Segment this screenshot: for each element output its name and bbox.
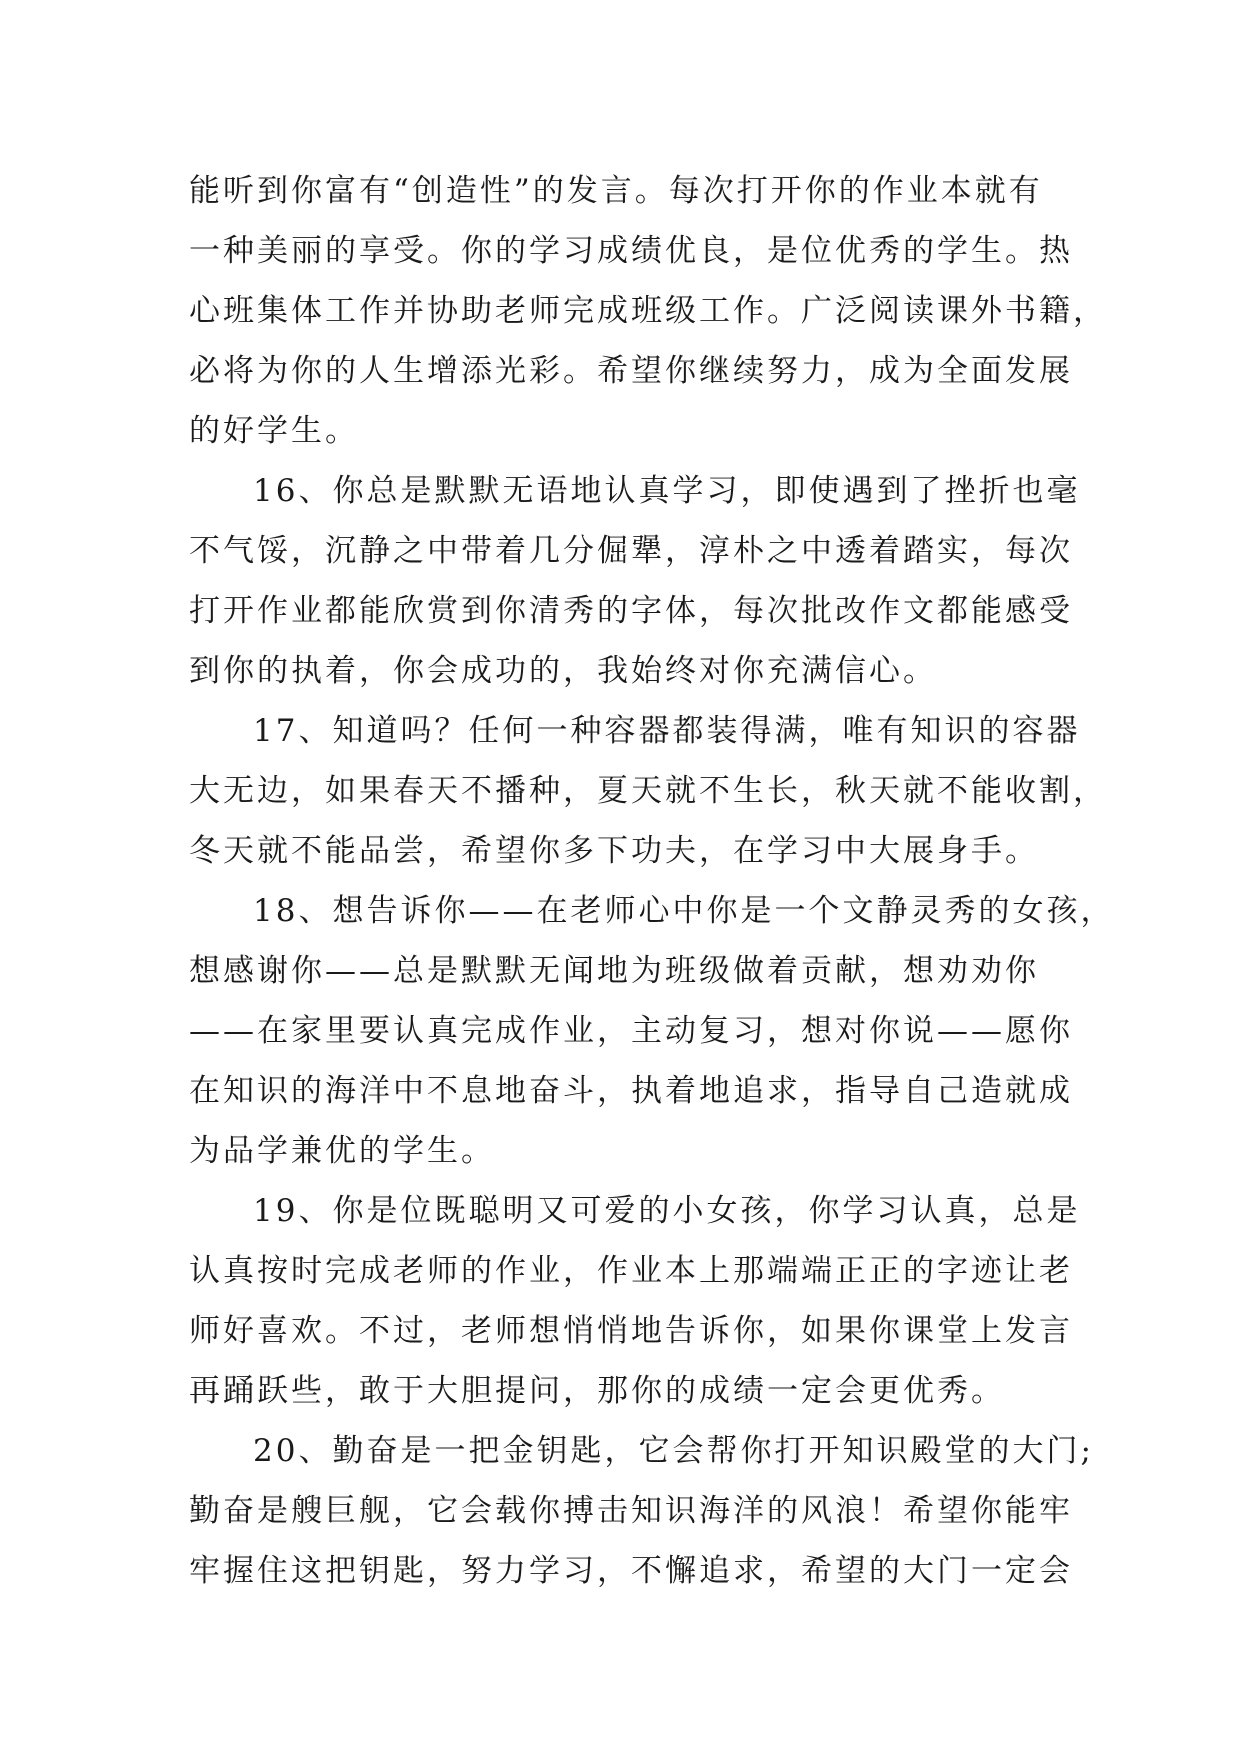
text-line: 到你的执着，你会成功的，我始终对你充满信心。 [189,653,937,689]
text-line: 20、勤奋是一把金钥匙，它会帮你打开知识殿堂的大门; [253,1433,1094,1469]
text-line: 大无边，如果春天不播种，夏天就不生长，秋天就不能收割， [189,773,1107,809]
text-line: 打开作业都能欣赏到你清秀的字体，每次批改作文都能感受 [189,593,1073,629]
text-line: 牢握住这把钥匙，努力学习，不懈追求，希望的大门一定会 [189,1553,1073,1589]
text-line: 19、你是位既聪明又可爱的小女孩，你学习认真，总是 [253,1193,1081,1229]
text-line: 认真按时完成老师的作业，作业本上那端端正正的字迹让老 [189,1253,1073,1289]
body-text [189,161,1115,1601]
text-line: 的好学生。 [189,413,359,449]
text-line: 想感谢你——总是默默无闻地为班级做着贡献，想劝劝你 [189,953,1039,989]
text-line: 18、想告诉你——在老师心中你是一个文静灵秀的女孩， [253,893,1115,929]
text-line: 师好喜欢。不过，老师想悄悄地告诉你，如果你课堂上发言 [189,1313,1073,1349]
text-line: 为品学兼优的学生。 [189,1133,495,1169]
text-line: 冬天就不能品尝，希望你多下功夫，在学习中大展身手。 [189,833,1039,869]
text-line: 能听到你富有“创造性”的发言。每次打开你的作业本就有 [189,173,1043,209]
text-line: 勤奋是艘巨舰，它会载你搏击知识海洋的风浪！希望你能牢 [189,1493,1073,1529]
text-line: 必将为你的人生增添光彩。希望你继续努力，成为全面发展 [189,353,1073,389]
text-line: 17、知道吗？任何一种容器都装得满，唯有知识的容器 [253,713,1081,749]
text-line: 一种美丽的享受。你的学习成绩优良，是位优秀的学生。热 [189,233,1073,269]
text-line: 不气馁，沉静之中带着几分倔犟，淳朴之中透着踏实，每次 [189,533,1073,569]
text-line: 心班集体工作并协助老师完成班级工作。广泛阅读课外书籍， [189,293,1107,329]
text-line: 16、你总是默默无语地认真学习，即使遇到了挫折也毫 [253,473,1081,509]
text-line: 再踊跃些，敢于大胆提问，那你的成绩一定会更优秀。 [189,1373,1005,1409]
text-line: ——在家里要认真完成作业，主动复习，想对你说——愿你 [189,1013,1073,1049]
text-line: 在知识的海洋中不息地奋斗，执着地追求，指导自己造就成 [189,1073,1073,1109]
